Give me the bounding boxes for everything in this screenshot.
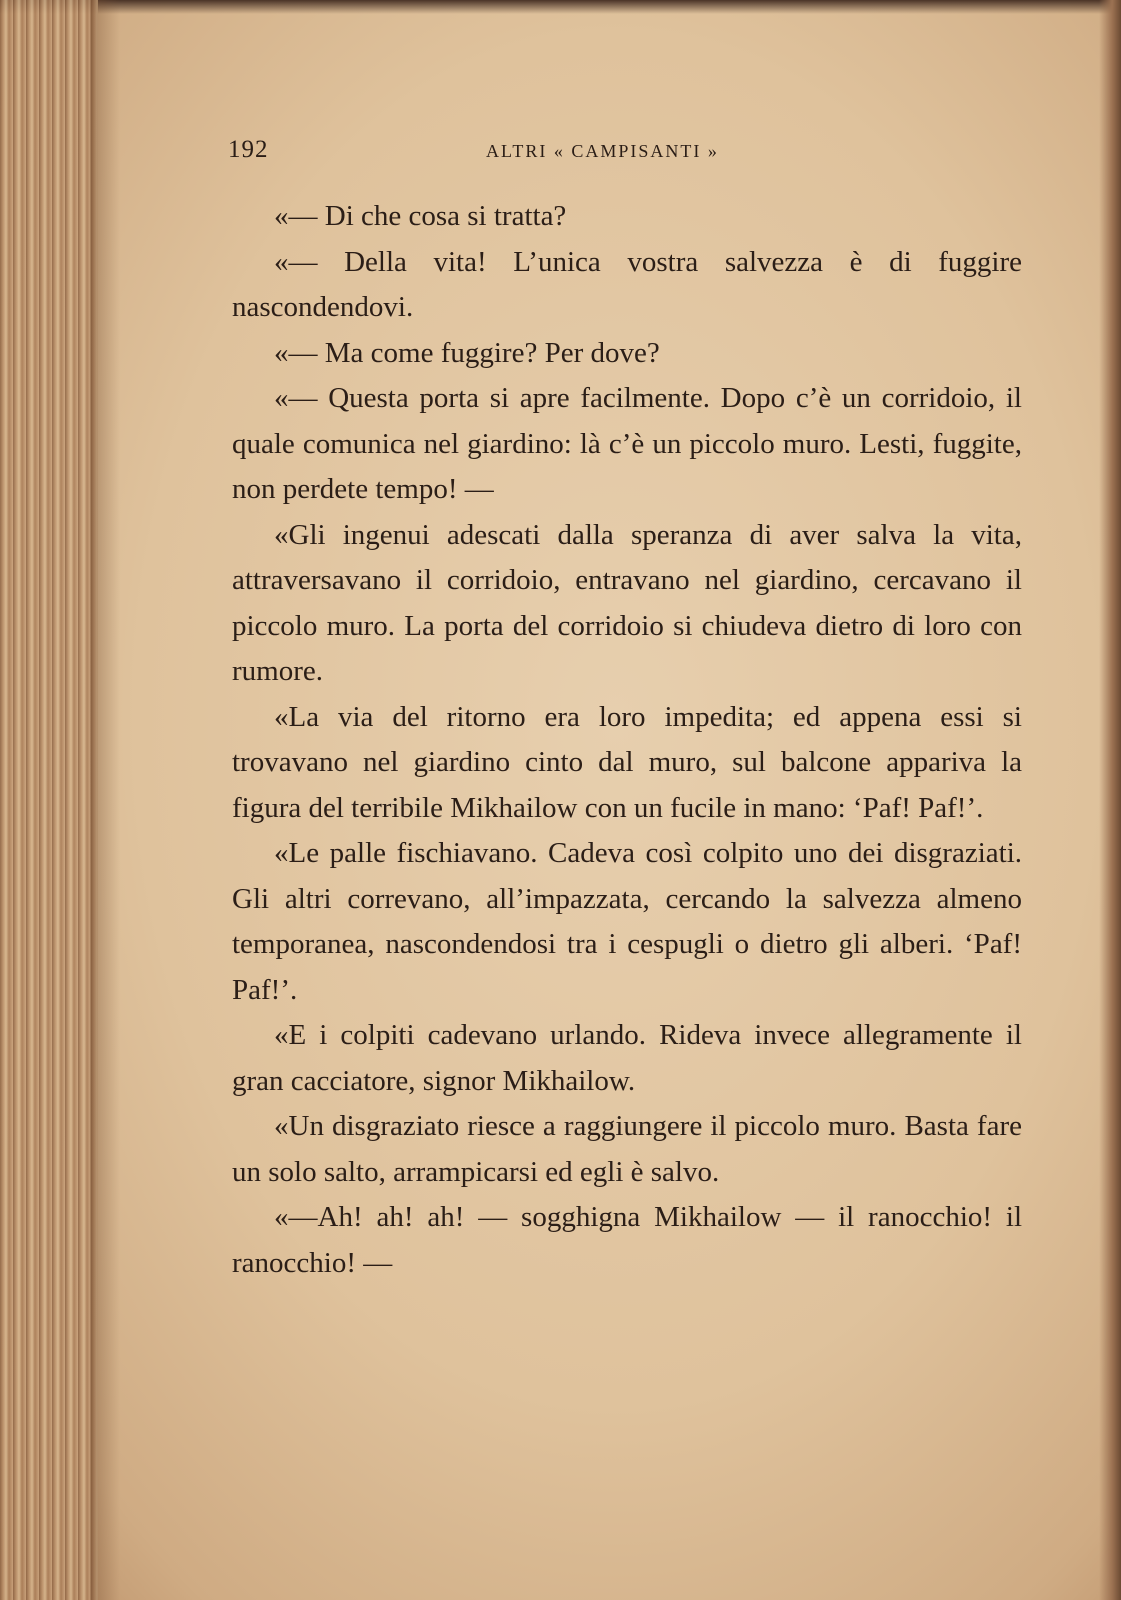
page-right-edge [1099,0,1121,1600]
paragraph: «— Questa porta si apre facilmente. Dopo c’è un corridoio, il quale comunica nel giardino: là c’è un piccolo muro. Lesti, fuggite, non perdete tempo! — [232,382,1022,505]
paragraph: «La via del ritorno era loro impedita; ed appena essi si trovavano nel giardino cinto dal muro, sul balcone appariva la figura del terribile Mikhailow con un fucile in mano: ‘Paf! Paf!’. [232,700,1022,824]
paragraph: «Le palle fischiavano. Cadeva così colpito uno dei disgraziati. Gli altri correvano, all’impazzata, cercando la salvezza almeno temporanea, nascondendosi tra i cespugli o dietro gli alberi. ‘Paf! Paf!’. [232,837,1022,1006]
text-body [232,194,1022,1286]
paragraph: «E i colpiti cadevano urlando. Rideva invece allegramente il gran cacciatore, signor Mikhailow. [232,1019,1022,1097]
page-header [228,136,768,170]
paragraph: «Un disgraziato riesce a raggiungere il piccolo muro. Basta fare un solo salto, arrampicarsi ed egli è salvo. [232,1110,1022,1188]
paragraph: «Gli ingenui adescati dalla speranza di aver salva la vita, attraversavano il corridoio, entravano nel giardino, cercavano il piccolo muro. La porta del corridoio si chiudeva dietro di loro con rumore. [232,518,1022,687]
paragraph: «—Ah! ah! ah! — sogghigna Mikhailow — il ranocchio! il ranocchio! — [232,1201,1022,1279]
paragraph: «— Di che cosa si tratta? [274,200,567,232]
page-number: 192 [228,136,269,163]
paragraph: «— Ma come fuggire? Per dove? [274,336,660,369]
page-top-edge [0,0,1121,14]
page-left-edge [0,0,98,1600]
paragraph: «— Della vita! L’unica vostra salvezza è di fuggire nascondendovi. [232,245,1022,323]
running-title: ALTRI « CAMPISANTI » [486,141,719,161]
gutter-shadow [90,0,120,1600]
